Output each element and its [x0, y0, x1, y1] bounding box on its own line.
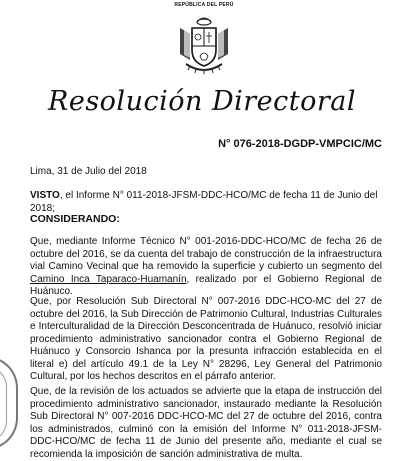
resolution-number: N° 076-2018-DGDP-VMPCIC/MC — [218, 138, 382, 150]
visto-text: , el Informe N° 011-2018-JFSM-DDC-HCO/MC de fecha 11 de Junio del 2018; — [30, 190, 378, 214]
visto-label: VISTO — [30, 190, 60, 201]
paragraph-1 — [30, 236, 382, 299]
document-title: Resolución Directoral — [48, 86, 356, 117]
date-line: Lima, 31 de Julio del 2018 — [30, 166, 147, 177]
seal-caption: REPÚBLICA DEL PERÚ — [174, 2, 234, 8]
considerando-heading: CONSIDERANDO: — [30, 213, 120, 225]
paragraph-1-start: Que, mediante Informe Técnico N° 001-2016-DDC-HCO/MC de fecha 26 de octubre del 2016, se da cuenta del trabajo de construcción de la infraestructura vial Camino Vecinal que ha removido la superficie y cubierto un segmento del — [30, 236, 382, 272]
paragraph-1-underlined: Camino Inca Taparaco-Huamanín — [30, 273, 187, 285]
stamp-mark — [0, 356, 18, 450]
paragraph-2: Que, por Resolución Sub Directoral N° 007-2016 DDC-HCO-MC del 27 de octubre del 2016, la Sub Dirección de Patrimonio Cultural, Industrias Culturales e Interculturalidad de la Dirección Desconcentrada de Huánuco, resolvió iniciar procedimiento administrativo sancionador contra el Gobierno Regional de Huánuco y Consorcio Ishanca por la presunta infracción establecida en el literal e) del artículo 49.1 de la Ley N° 28296, Ley General del Patrimonio Cultural, por los hechos descritos en el párrafo anterior. — [30, 296, 382, 382]
visto-line — [30, 190, 382, 215]
coat-of-arms-seal — [166, 0, 242, 80]
paragraph-3: Que, de la revisión de los actuados se advierte que la etapa de instrucción del procedimiento administrativo sancionador, instaurado mediante la Resolución Sub Directoral N° 007-2016 DDC-HCO-MC del 27 de octubre del 2016, contra los administrados, culminó con la emisión del Informe N° 011-2018-JFSM-DDC-HCO/MC de fecha 11 de Junio del presente año, mediante el cual se recomienda la imposición de sanción administrativa de multa. — [30, 386, 382, 460]
peru-coat-of-arms-icon — [166, 0, 242, 80]
paragraph-1-end: , realizado por el Gobierno Regional de Huánuco. — [30, 273, 383, 297]
